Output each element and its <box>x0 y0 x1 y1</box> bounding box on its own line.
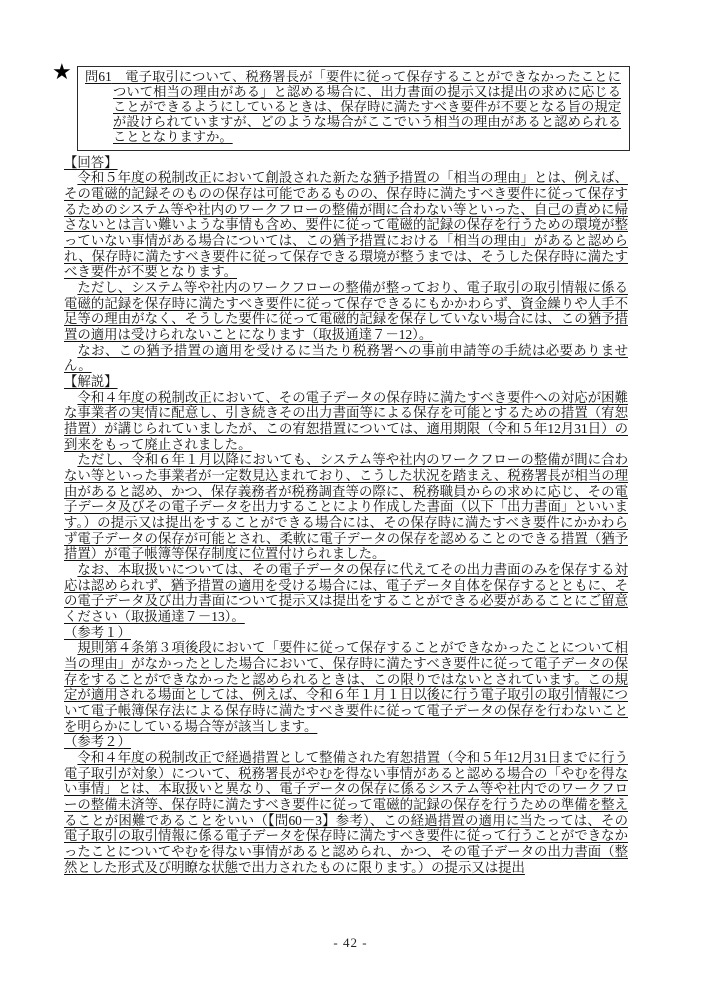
question-box <box>77 66 630 151</box>
reference1-section <box>64 625 628 735</box>
question-body: 電子取引について、税務署長が「要件に従って保存することができなかったことについて相当の理由がある」と認める場合に、出力書面の提示又は提出の求めに応じることができるようにしているときは、保存時に満たすべき要件が不要となる旨の規定が設けられていますが、どのような場合がここでいう相当の理由があると認められることとなりますか。 <box>111 69 622 144</box>
reference2-section <box>64 734 628 875</box>
explanation-paragraph: なお、本取扱いについては、その電子データの保存に代えてその出力書面のみを保存する対応は認められず、猶予措置の適用を受ける場合には、電子データ自体を保存するとともに、その電子データ及び出力書面について提示又は提出をすることができる必要があることにご留意ください（取扱通達７－13）。 <box>64 562 628 625</box>
explanation-heading: 【解説】 <box>64 373 118 389</box>
explanation-paragraph: ただし、令和６年１月以降においても、システム等や社内のワークフローの整備が間に合わない等といった事業者が一定数見込まれており、こうした状況を踏まえ、税務署長が相当の理由があると認め、かつ、保存義務者が税務調査等の際に、税務職員からの求めに応じ、その電子データ及びその電子データを出力することにより作成した書面（以下「出力書面」といいます。）の提示又は提出をすることができる場合には、その保存時に満たすべき要件にかかわらず電子データの保存が可能とされ、柔軟に電子データの保存を認めることのできる措置（猶予措置）が電子帳簿等保存制度に位置付けられました。 <box>64 452 628 562</box>
answer-heading: 【回答】 <box>64 154 118 170</box>
answer-section <box>64 155 628 374</box>
star-marker-icon: ★ <box>52 59 72 84</box>
question-text <box>85 70 621 145</box>
reference2-paragraph: 令和４年度の税制改正で経過措置として整備された宥恕措置（令和５年12月31日までに行う電子取引が対象）について、税務署長がやむを得ない事情があると認める場合の「やむを得ない事情」とは、本取扱いと異なり、電子データの保存に係るシステム等や社内でのワークフローの整備未済等、保存時に満たすべき要件に従って電磁的記録の保存を行うための準備を整えることが困難であることをいい（【問60－3】参考）、この経過措置の適用に当たっては、その電子取引の取引情報に係る電子データを保存時に満たすべき要件に従って行うことができなかったことについてやむを得ない事情があると認められ、かつ、その電子データの出力書面（整然とした形式及び明瞭な状態で出力されたものに限ります。）の提示又は提出 <box>64 750 628 875</box>
reference1-heading: （参考１） <box>64 624 131 640</box>
answer-paragraph: 令和５年度の税制改正において創設された新たな猶予措置の「相当の理由」とは、例えば、その電磁的記録そのものの保存は可能であるものの、保存時に満たすべき要件に従って保存するためのシステム等や社内のワークフローの整備が間に合わない等といった、自己の責めに帰さないとは言い難いような事情も含め、要件に従って電磁的記録の保存を行うための環境が整っていない事情がある場合については、この猶予措置における「相当の理由」があると認められ、保存時に満たすべき要件に従って保存できる環境が整うまでは、そうした保存時に満たすべき要件が不要となります。 <box>64 170 628 280</box>
reference2-heading: （参考２） <box>64 734 131 750</box>
answer-paragraph: なお、この猶予措置の適用を受けるに当たり税務署への事前申請等の手続は必要ありません。 <box>64 342 628 374</box>
answer-paragraph: ただし、システム等や社内のワークフローの整備が整っており、電子取引の取引情報に係る電磁的記録を保存時に満たすべき要件に従って保存できるにもかかわらず、資金繰りや人手不足等の理由がなく、そうした要件に従って電磁的記録を保存していない場合には、この猶予措置の適用は受けられないことになります（取扱通達７－12）。 <box>64 279 628 342</box>
explanation-section <box>64 374 628 625</box>
explanation-paragraph: 令和４年度の税制改正において、その電子データの保存時に満たすべき要件への対応が困難な事業者の実情に配意し、引き続きその出力書面等による保存を可能とするための措置（宥恕措置）が講じられていましたが、この宥恕措置については、適用期限（令和５年12月31日）の到来をもって廃止されました。 <box>64 389 628 452</box>
document-content <box>64 66 628 875</box>
question-number: 問61 <box>85 69 112 84</box>
reference1-paragraph: 規則第４条第３項後段において「要件に従って保存することができなかったことについて相当の理由」がなかったとした場合において、保存時に満たすべき要件に従って電子データの保存をすることができなかったと認められるときは、この限りではないとされています。この規定が適用される場面としては、例えば、令和６年１月１日以後に行う電子取引の取引情報について電子帳簿保存法による保存時に満たすべき要件に従って電子データの保存を行わないことを明らかにしている場合等が該当します。 <box>64 640 628 734</box>
page-number: - 42 - <box>333 935 368 950</box>
